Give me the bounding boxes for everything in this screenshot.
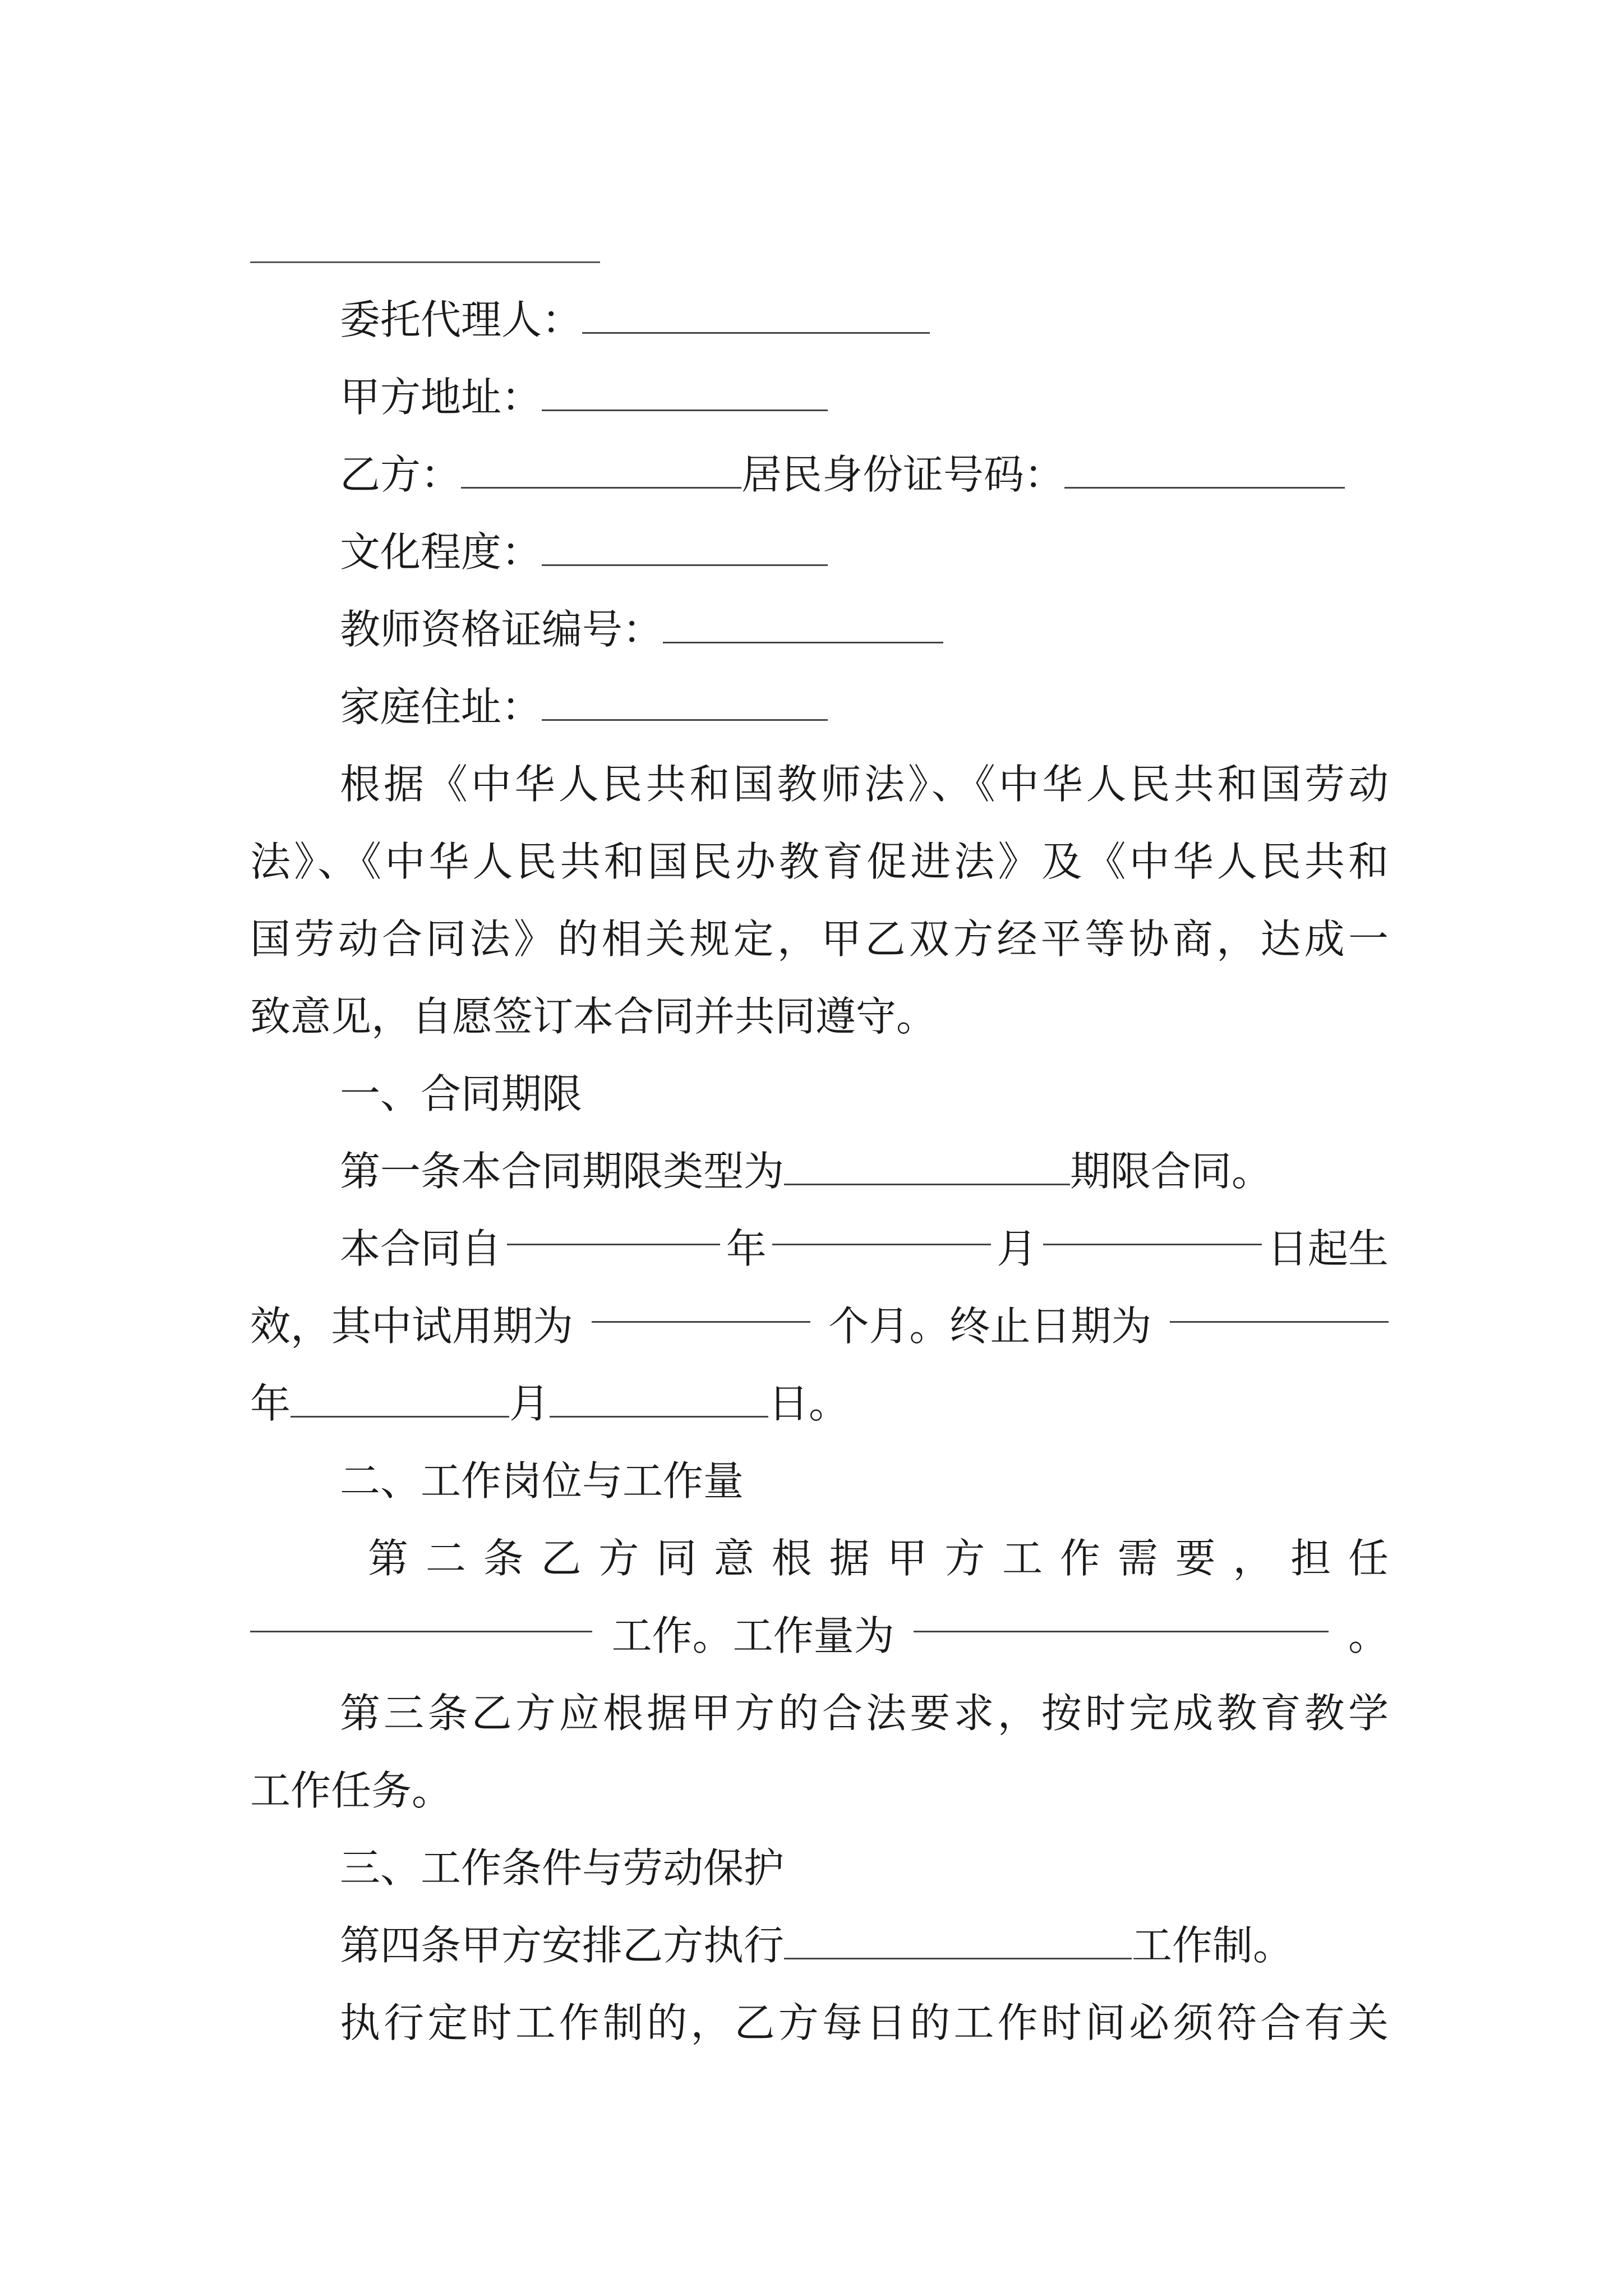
preamble-line-1: 根据《中华人民共和国教师法》、《中华人民共和国劳动: [340, 761, 1389, 808]
probation-text: 效，其中试用期为: [250, 1303, 574, 1350]
teacher-cert-label: 教师资格证编号：: [340, 606, 663, 653]
end-month-blank[interactable]: [291, 1382, 509, 1418]
article-2-row-2: [250, 1596, 1389, 1675]
id-number-blank[interactable]: [1064, 453, 1345, 489]
article-4-row: [250, 1906, 1389, 1985]
preamble-line-2: 法》、《中华人民共和国民办教育促进法》及《中华人民共和: [250, 838, 1389, 885]
term-start-row: [250, 1209, 1389, 1288]
agent-label: 委托代理人：: [340, 296, 583, 343]
education-row: [250, 513, 1389, 591]
work-system-blank[interactable]: [784, 1924, 1132, 1959]
top-signature-rule: [250, 261, 600, 263]
start-month-blank[interactable]: [772, 1209, 991, 1245]
probation-months-blank[interactable]: [592, 1287, 810, 1323]
article-4-line-2: 执行定时工作制的，乙方每日的工作时间必须符合有关: [340, 1999, 1389, 2046]
contract-type-blank[interactable]: [784, 1149, 1070, 1185]
article-2-workload-text: 工作。工作量为: [611, 1612, 895, 1659]
article-2-line-1: 第二条乙方同意根据甲方工作需要，担任: [368, 1535, 1389, 1582]
end-year-blank[interactable]: [1170, 1287, 1389, 1323]
party-b-row: [250, 435, 1389, 514]
teacher-cert-row: [250, 590, 1389, 669]
probation-row: [250, 1287, 1389, 1365]
start-month-label: 月: [997, 1225, 1038, 1272]
start-year-blank[interactable]: [507, 1209, 720, 1245]
home-address-row: [250, 668, 1389, 746]
end-day-blank[interactable]: [550, 1382, 768, 1418]
start-year-label: 年: [726, 1225, 767, 1272]
address-a-row: [250, 358, 1389, 436]
address-a-label: 甲方地址：: [340, 374, 542, 421]
article-3-line-1: 第三条乙方应根据甲方的合法要求，按时完成教育教学: [340, 1690, 1389, 1737]
article-1-text: 第一条本合同期限类型为: [340, 1148, 785, 1195]
section-1-title: 一、合同期限: [340, 1070, 583, 1117]
article-3-line-2: 工作任务。: [250, 1767, 453, 1814]
education-blank[interactable]: [542, 530, 828, 566]
end-date-row: [250, 1364, 1389, 1443]
party-b-blank[interactable]: [461, 453, 741, 489]
article-4-suffix: 工作制。: [1132, 1922, 1294, 1969]
address-a-blank[interactable]: [542, 375, 828, 411]
agent-row: [250, 280, 1389, 359]
term-start-text: 本合同自: [340, 1225, 502, 1272]
section-3-title: 三、工作条件与劳动保护: [340, 1844, 785, 1892]
section-2-title: 二、工作岗位与工作量: [340, 1457, 744, 1504]
post-blank[interactable]: [250, 1596, 592, 1632]
workload-blank[interactable]: [914, 1596, 1329, 1632]
article-2-period: 。: [1348, 1612, 1389, 1659]
agent-blank[interactable]: [582, 298, 930, 334]
end-date-text: 个月。终止日期为: [828, 1303, 1152, 1350]
start-day-blank[interactable]: [1043, 1209, 1262, 1245]
end-year-label: 年: [250, 1380, 291, 1427]
teacher-cert-blank[interactable]: [663, 608, 943, 643]
term-start-suffix: 日起生: [1267, 1225, 1389, 1272]
article-1-row: [250, 1132, 1389, 1211]
id-number-label: 居民身份证号码：: [741, 451, 1065, 498]
education-label: 文化程度：: [340, 528, 542, 576]
article-4-text: 第四条甲方安排乙方执行: [340, 1922, 785, 1969]
home-address-label: 家庭住址：: [340, 683, 542, 730]
end-day-label: 日。: [768, 1380, 850, 1427]
article-1-suffix: 期限合同。: [1070, 1148, 1272, 1195]
home-address-blank[interactable]: [542, 685, 828, 721]
end-month-label: 月: [509, 1380, 550, 1427]
party-b-label: 乙方：: [340, 451, 462, 498]
preamble-line-4: 致意见，自愿签订本合同并共同遵守。: [250, 993, 937, 1040]
preamble-line-3: 国劳动合同法》的相关规定，甲乙双方经平等协商，达成一: [250, 915, 1389, 963]
